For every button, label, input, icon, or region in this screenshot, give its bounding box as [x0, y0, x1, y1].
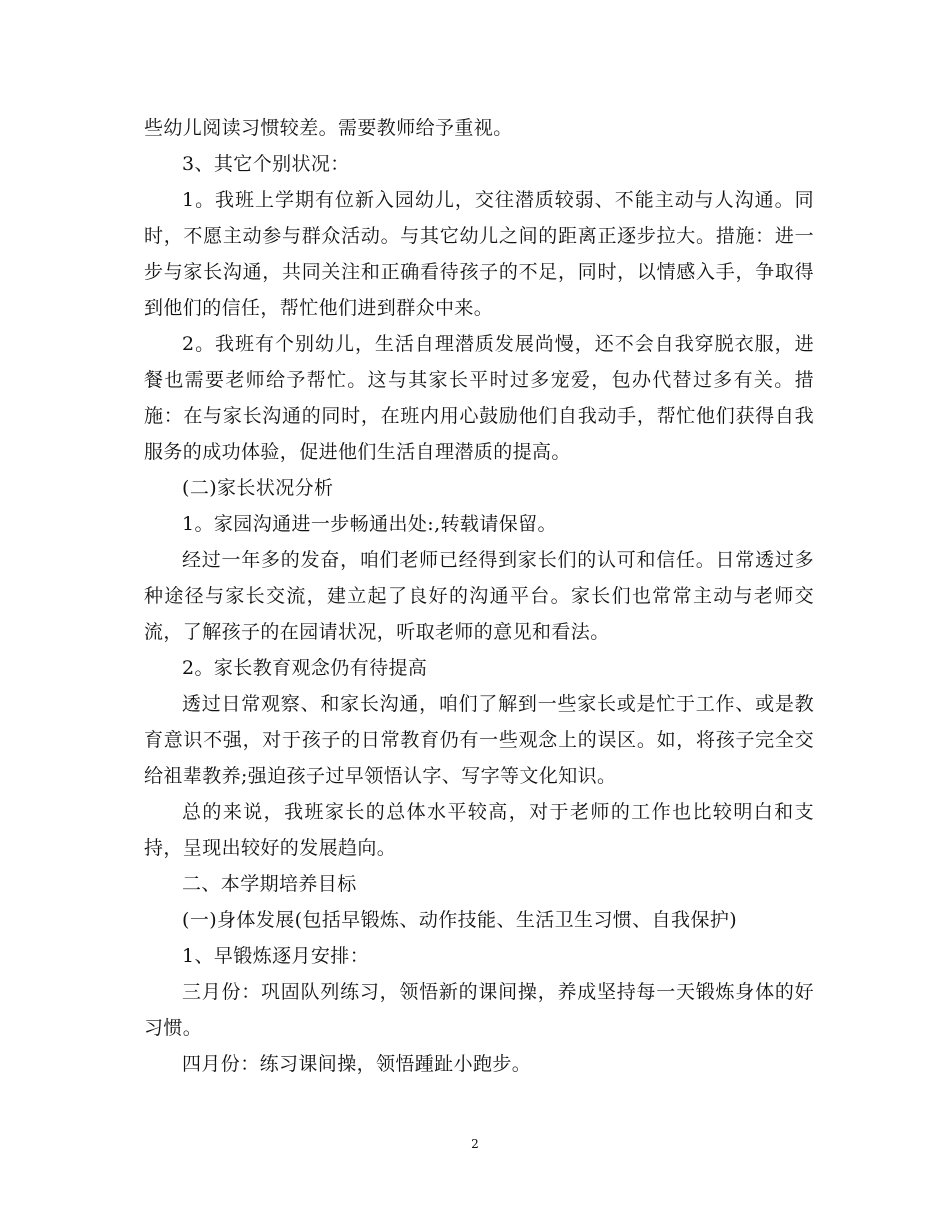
paragraph-case-2: 2。我班有个别幼儿，生活自理潜质发展尚慢，还不会自我穿脱衣服，进餐也需要老师给予帮忙。这与其家长平时过多宠爱，包办代替过多有关。措施：在与家长沟通的同时，在班内用心鼓励他们自我动手，帮忙他们获得自我服务的成功体验，促进他们生活自理潜质的提高。 — [144, 333, 814, 463]
paragraph-physical-development-heading: (一)身体发展(包括早锻炼、动作技能、生活卫生习惯、自我保护) — [182, 909, 738, 931]
paragraph-march-plan: 三月份：巩固队列练习，领悟新的课间操，养成坚持每一天锻炼身体的好习惯。 — [144, 981, 814, 1039]
page-number: 2 — [471, 1137, 479, 1151]
paragraph-education-concept-heading: 2。家长教育观念仍有待提高 — [182, 657, 428, 679]
paragraph-continuation: 些幼儿阅读习惯较差。需要教师给予重视。 — [144, 117, 513, 139]
paragraph-goals-heading: 二、本学期培养目标 — [182, 873, 357, 895]
paragraph-other-cases-heading: 3、其它个别状况： — [182, 153, 350, 175]
paragraph-case-1: 1。我班上学期有位新入园幼儿，交往潜质较弱、不能主动与人沟通。同时，不愿主动参与群众活动。与其它幼儿之间的距离正逐步拉大。措施：进一步与家长沟通，共同关注和正确看待孩子的不足，同时，以情感入手，争取得到他们的信任，帮忙他们进到群众中来。 — [144, 189, 814, 319]
paragraph-communication-body: 经过一年多的发奋，咱们老师已经得到家长们的认可和信任。日常透过多种途径与家长交流，建立起了良好的沟通平台。家长们也常常主动与老师交流，了解孩子的在园请状况，听取老师的意见和看法。 — [144, 549, 814, 643]
paragraph-education-concept-body: 透过日常观察、和家长沟通，咱们了解到一些家长或是忙于工作、或是教育意识不强，对于孩子的日常教育仍有一些观念上的误区。如，将孩子完全交给祖辈教养;强迫孩子过早领悟认字、写字等文化知识。 — [144, 693, 814, 787]
paragraph-communication-heading: 1。家园沟通进一步畅通出处:,转载请保留。 — [182, 513, 557, 535]
paragraph-april-plan: 四月份：练习课间操，领悟踵趾小跑步。 — [182, 1053, 532, 1075]
document-body — [144, 110, 814, 1082]
paragraph-exercise-plan-heading: 1、早锻炼逐月安排： — [182, 945, 370, 967]
paragraph-summary: 总的来说，我班家长的总体水平较高，对于老师的工作也比较明白和支持，呈现出较好的发展趋向。 — [144, 801, 814, 859]
paragraph-parent-analysis-heading: (二)家长状况分析 — [182, 477, 334, 499]
